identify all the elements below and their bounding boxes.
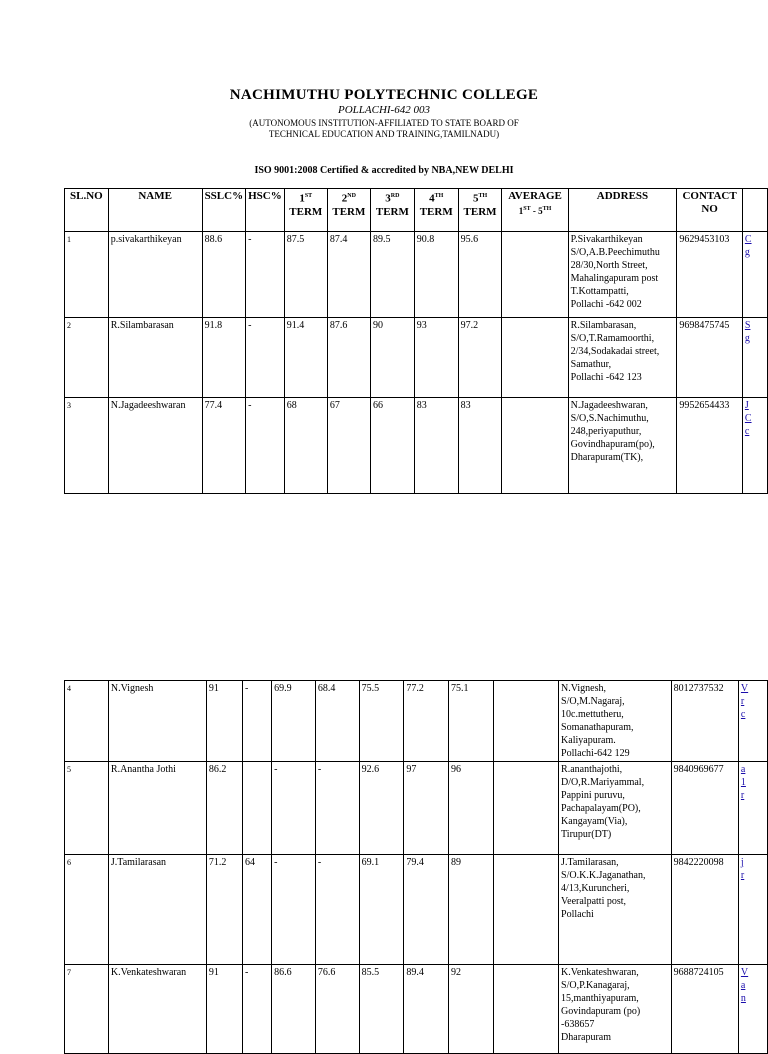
affiliation-line-2: TECHNICAL EDUCATION AND TRAINING,TAMILNADU) (268, 129, 500, 139)
cell-address: N.Vignesh, S/O,M.Nagaraj, 10c.mettutheru, Somanathapuram, Kaliyapuram. Pollachi-642 129 (559, 681, 672, 762)
cell-contact: 9629453103 (677, 232, 743, 318)
cell-slno: 5 (65, 762, 109, 855)
cell-sslc: 77.4 (202, 398, 246, 494)
cell-term-2: - (315, 762, 359, 855)
cell-slno: 1 (65, 232, 109, 318)
cell-term-3: 75.5 (359, 681, 404, 762)
col-term-4: 4TH TERM (414, 189, 458, 232)
cell-email-link[interactable]: V a n (738, 965, 767, 1054)
cell-sslc: 88.6 (202, 232, 246, 318)
cell-average (493, 855, 558, 965)
cell-average (493, 965, 558, 1054)
col-slno: SL.NO (65, 189, 109, 232)
cell-term-3: 85.5 (359, 965, 404, 1054)
cell-average (493, 681, 558, 762)
cell-contact: 8012737532 (671, 681, 738, 762)
cell-term-5: 92 (448, 965, 493, 1054)
cell-term-4: 83 (414, 398, 458, 494)
cell-hsc: - (246, 398, 285, 494)
cell-name: N.Vignesh (108, 681, 206, 762)
cell-sslc: 71.2 (206, 855, 242, 965)
cell-hsc: - (246, 232, 285, 318)
cell-sslc: 91.8 (202, 318, 246, 398)
cell-term-3: 92.6 (359, 762, 404, 855)
cell-contact: 9698475745 (677, 318, 743, 398)
col-term-3: 3RD TERM (370, 189, 414, 232)
cell-term-1: - (272, 855, 316, 965)
cell-hsc: - (243, 681, 272, 762)
cell-slno: 7 (65, 965, 109, 1054)
cell-term-2: 67 (327, 398, 370, 494)
cell-term-2: - (315, 855, 359, 965)
iso-certification: ISO 9001:2008 Certified & accredited by NBA,NEW DELHI (254, 165, 514, 176)
cell-term-4: 77.2 (404, 681, 449, 762)
college-name: NACHIMUTHU POLYTECHNIC COLLEGE (229, 87, 539, 103)
student-table-1 (64, 188, 768, 494)
cell-term-3: 89.5 (370, 232, 414, 318)
col-average: AVERAGE 1ST - 5TH (502, 189, 568, 232)
table-row (65, 965, 768, 1054)
col-sslc: SSLC% (202, 189, 246, 232)
cell-contact: 9840969677 (671, 762, 738, 855)
cell-sslc: 91 (206, 681, 242, 762)
cell-term-3: 90 (370, 318, 414, 398)
cell-term-1: 87.5 (284, 232, 327, 318)
affiliation-line-1: (AUTONOMOUS INSTITUTION-AFFILIATED TO STATE BOARD OF (249, 118, 519, 128)
cell-contact: 9952654433 (677, 398, 743, 494)
cell-address: K.Venkateshwaran, S/O,P.Kanagaraj, 15,manthiyapuram, Govindapuram (po) -638657 Dharapuram (559, 965, 672, 1054)
cell-term-2: 87.6 (327, 318, 370, 398)
cell-term-5: 95.6 (458, 232, 502, 318)
col-name: NAME (108, 189, 202, 232)
table-row (65, 398, 768, 494)
cell-email-link[interactable]: S g (742, 318, 767, 398)
cell-term-1: - (272, 762, 316, 855)
cell-term-3: 69.1 (359, 855, 404, 965)
cell-term-5: 89 (448, 855, 493, 965)
cell-name: p.sivakarthikeyan (108, 232, 202, 318)
cell-contact: 9688724105 (671, 965, 738, 1054)
cell-address: J.Tamilarasan, S/O.K.K.Jaganathan, 4/13,Kuruncheri, Veeralpatti post, Pollachi (559, 855, 672, 965)
col-contact: CONTACT NO (677, 189, 743, 232)
cell-sslc: 91 (206, 965, 242, 1054)
cell-term-4: 79.4 (404, 855, 449, 965)
cell-term-5: 96 (448, 762, 493, 855)
student-table-2 (64, 680, 768, 1054)
cell-term-2: 87.4 (327, 232, 370, 318)
college-city: POLLACHI-642 003 (338, 104, 430, 116)
cell-address: N.Jagadeeshwaran, S/O,S.Nachimuthu, 248,periyaputhur, Govindhapuram(po), Dharapuram(TK), (568, 398, 677, 494)
cell-term-2: 76.6 (315, 965, 359, 1054)
cell-average (493, 762, 558, 855)
cell-term-4: 89.4 (404, 965, 449, 1054)
cell-name: J.Tamilarasan (108, 855, 206, 965)
cell-hsc: - (246, 318, 285, 398)
cell-term-2: 68.4 (315, 681, 359, 762)
cell-term-4: 97 (404, 762, 449, 855)
cell-term-1: 91.4 (284, 318, 327, 398)
cell-slno: 3 (65, 398, 109, 494)
col-term-2: 2ND TERM (327, 189, 370, 232)
cell-hsc (243, 762, 272, 855)
cell-email-link[interactable]: J C c (742, 398, 767, 494)
cell-average (502, 318, 568, 398)
cell-name: K.Venkateshwaran (108, 965, 206, 1054)
cell-average (502, 398, 568, 494)
table-row (65, 681, 768, 762)
cell-email-link[interactable]: a 1 r (738, 762, 767, 855)
col-address: ADDRESS (568, 189, 677, 232)
cell-term-1: 86.6 (272, 965, 316, 1054)
cell-name: R.Anantha Jothi (108, 762, 206, 855)
col-term-1: 1ST TERM (284, 189, 327, 232)
table-row (65, 232, 768, 318)
table-row (65, 318, 768, 398)
cell-term-5: 83 (458, 398, 502, 494)
cell-email-link[interactable]: C g (742, 232, 767, 318)
cell-slno: 2 (65, 318, 109, 398)
cell-average (502, 232, 568, 318)
cell-sslc: 86.2 (206, 762, 242, 855)
table-row (65, 762, 768, 855)
col-email (742, 189, 767, 232)
cell-name: N.Jagadeeshwaran (108, 398, 202, 494)
cell-address: R.Silambarasan, S/O,T.Ramamoorthi, 2/34,Sodakadai street, Samathur, Pollachi -642 123 (568, 318, 677, 398)
cell-term-3: 66 (370, 398, 414, 494)
table-header-row (65, 189, 768, 232)
cell-contact: 9842220098 (671, 855, 738, 965)
col-term-5: 5TH TERM (458, 189, 502, 232)
cell-slno: 6 (65, 855, 109, 965)
cell-name: R.Silambarasan (108, 318, 202, 398)
cell-term-5: 75.1 (448, 681, 493, 762)
cell-address: P.Sivakarthikeyan S/O,A.B.Peechimuthu 28/30,North Street, Mahalingapuram post T.Kottampatti, Pollachi -642 002 (568, 232, 677, 318)
cell-term-5: 97.2 (458, 318, 502, 398)
cell-term-1: 69.9 (272, 681, 316, 762)
cell-term-4: 93 (414, 318, 458, 398)
cell-hsc: - (243, 965, 272, 1054)
cell-slno: 4 (65, 681, 109, 762)
cell-term-1: 68 (284, 398, 327, 494)
cell-email-link[interactable]: j r (738, 855, 767, 965)
cell-hsc: 64 (243, 855, 272, 965)
cell-email-link[interactable]: V r c (738, 681, 767, 762)
col-hsc: HSC% (246, 189, 285, 232)
table-row (65, 855, 768, 965)
cell-address: R.ananthajothi, D/O,R.Mariyammal, Pappini puruvu, Pachapalayam(PO), Kangayam(Via), Tirupur(DT) (559, 762, 672, 855)
cell-term-4: 90.8 (414, 232, 458, 318)
